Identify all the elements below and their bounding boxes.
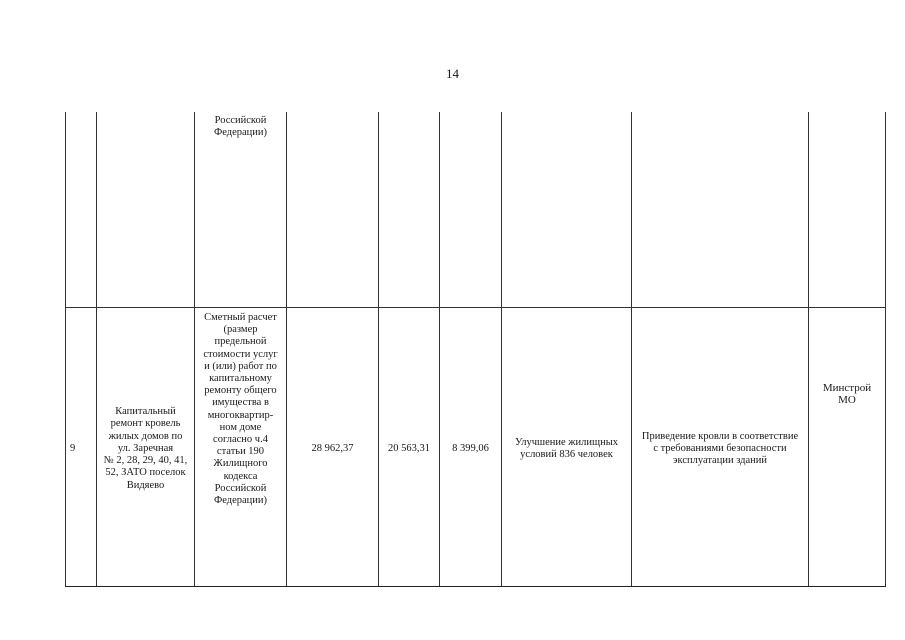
basis-text: Сметный расчет (размер предельной стоимости услуг и (или) работ по капитальному ремонту общего имущества в многоквартир- ном доме согласно ч.4 статьи 190 Жилищного кодекса Российской Федерации) — [203, 312, 278, 507]
table-row-continued — [66, 112, 886, 308]
goal-text: Приведение кровли в соответствие с требованиями безопасности эксплуатации зданий — [641, 430, 799, 467]
object-text: Капитальный ремонт кровель жилых домов по ул. Заречная № 2, 28, 29, 40, 41, 52, ЗАТО поселок Видяево — [103, 406, 188, 491]
amount-1-value: 20 563,31 — [388, 442, 430, 454]
cell-num — [66, 112, 97, 308]
cell-result — [502, 308, 632, 587]
cell-total — [287, 308, 379, 587]
cell-object — [97, 308, 195, 587]
result-text: Улучшение жилищных условий 836 человек — [514, 436, 619, 460]
cell-amount-2 — [440, 308, 502, 587]
cell-goal — [632, 112, 809, 308]
cell-amount-2 — [440, 112, 502, 308]
cell-basis — [195, 112, 287, 308]
cell-num — [66, 308, 97, 587]
basis-text: Российской Федерации) — [213, 115, 268, 139]
cell-amount-1 — [379, 112, 440, 308]
amount-2-value: 8 399,06 — [452, 442, 489, 454]
program-table — [65, 112, 886, 587]
cell-object — [97, 112, 195, 308]
cell-agency — [809, 112, 886, 308]
agency-text: Минстрой МО — [822, 382, 872, 407]
cell-goal — [632, 308, 809, 587]
row-number: 9 — [70, 442, 76, 454]
measures-table — [65, 112, 886, 587]
cell-basis — [195, 308, 287, 587]
total-value: 28 962,37 — [311, 442, 354, 454]
cell-agency — [809, 308, 886, 587]
table-row-9 — [66, 308, 886, 587]
cell-total — [287, 112, 379, 308]
cell-result — [502, 112, 632, 308]
page-number: 14 — [446, 66, 459, 81]
cell-amount-1 — [379, 308, 440, 587]
